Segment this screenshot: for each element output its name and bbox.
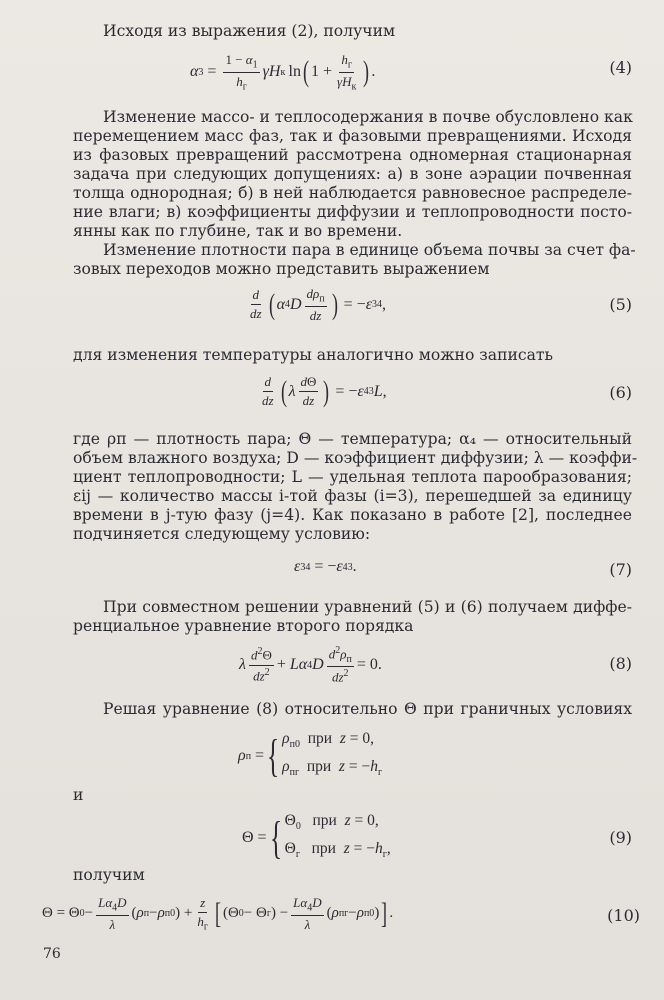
text-line: получим (73, 866, 145, 884)
text-line: где ρп — плотность пара; Θ — температура; α₄ — относительный (73, 430, 632, 448)
equation-number: (7) (609, 560, 632, 579)
boundary-condition-rho: ρ п = { $\rho_{п0}$ при z = 0, $\rho_{пг}$ при $z = -h_г$ (238, 730, 383, 782)
text-line: ренциальное уравнение второго порядка (73, 617, 414, 635)
equation-10: Θ = Θ 0 − $L\alpha_4D$ λ ( ρ п − ρ п0 ) + z $h_г$ [ (Θ 0 − Θ г ) − $L\alpha_4D$ λ ( ρ пг − ρ п0 ) ] . (42, 895, 394, 933)
equation-5: d dz ( α 4 D $d\rho_п$ dz ) = − ε 34 , (250, 286, 386, 323)
text-line: зовых переходов можно представить выражением (73, 260, 490, 278)
text-line: объем влажного воздуха; D — коэффициент диффузии; λ — коэффи- (73, 449, 638, 467)
equation-number: (4) (609, 58, 632, 77)
text-line: подчиняется следующему условию: (73, 525, 371, 543)
text-line: толща однородная; б) в ней наблюдается равновесное распределе- (73, 184, 632, 202)
equation-number: (9) (609, 828, 632, 847)
equation-number: (8) (609, 654, 632, 673)
text-line: Исходя из выражения (2), получим (103, 22, 396, 40)
text-line: из фазовых превращений рассмотрена одномерная стационарная (73, 146, 632, 164)
text-line: ние влаги; в) коэффициенты диффузии и теплопроводности посто- (73, 203, 632, 221)
text-line: циент теплопроводности; L — удельная теплота парообразования; (73, 468, 632, 486)
text-line: янны как по глубине, так и во времени. (73, 222, 403, 240)
equation-number: (5) (609, 295, 632, 314)
text-line: Изменение плотности пара в единице объема почвы за счет фа- (103, 241, 636, 259)
text-line: задача при следующих допущениях: а) в зоне аэрации почвенная (73, 165, 632, 183)
text-line: При совместном решении уравнений (5) и (6) получаем диффе- (103, 598, 632, 616)
page-number: 76 (43, 946, 61, 962)
text-line: εij — количество массы i-той фазы (i=3), перешедшей за единицу (73, 487, 632, 505)
text-line: времени в j-тую фазу (j=4). Как показано в работе [2], последнее (73, 506, 632, 524)
equation-4: α 3 = $1 - \alpha_1$ $h_г$ γH к ln ( 1 + $h_г$ $\gamma H_к$ ) . (190, 52, 376, 93)
equation-8: λ $d^2\Theta$ $dz^2$ + Lα 4 D $d^2\rho_п$ $dz^2$ = 0. (239, 645, 382, 685)
text-line: и (73, 786, 84, 804)
text-line: Изменение массо- и теплосодержания в почве обусловлено как (103, 108, 633, 126)
equation-number: (6) (609, 383, 632, 402)
equation-9: Θ = { $\Theta_0$ при z = 0, $\Theta_г$ при $z = -h_г$, (242, 812, 391, 864)
equation-7: ε 34 = − ε 43 . (294, 558, 357, 575)
equation-number: (10) (607, 906, 640, 925)
text-line: для изменения температуры аналогично можно записать (73, 346, 554, 364)
equation-6: d dz ( λ dΘ dz ) = − ε 43 L , (262, 374, 387, 408)
text-line: Решая уравнение (8) относительно Θ при граничных условиях (103, 700, 632, 718)
text-line: перемещением масс фаз, так и фазовыми превращениями. Исходя (73, 127, 632, 145)
